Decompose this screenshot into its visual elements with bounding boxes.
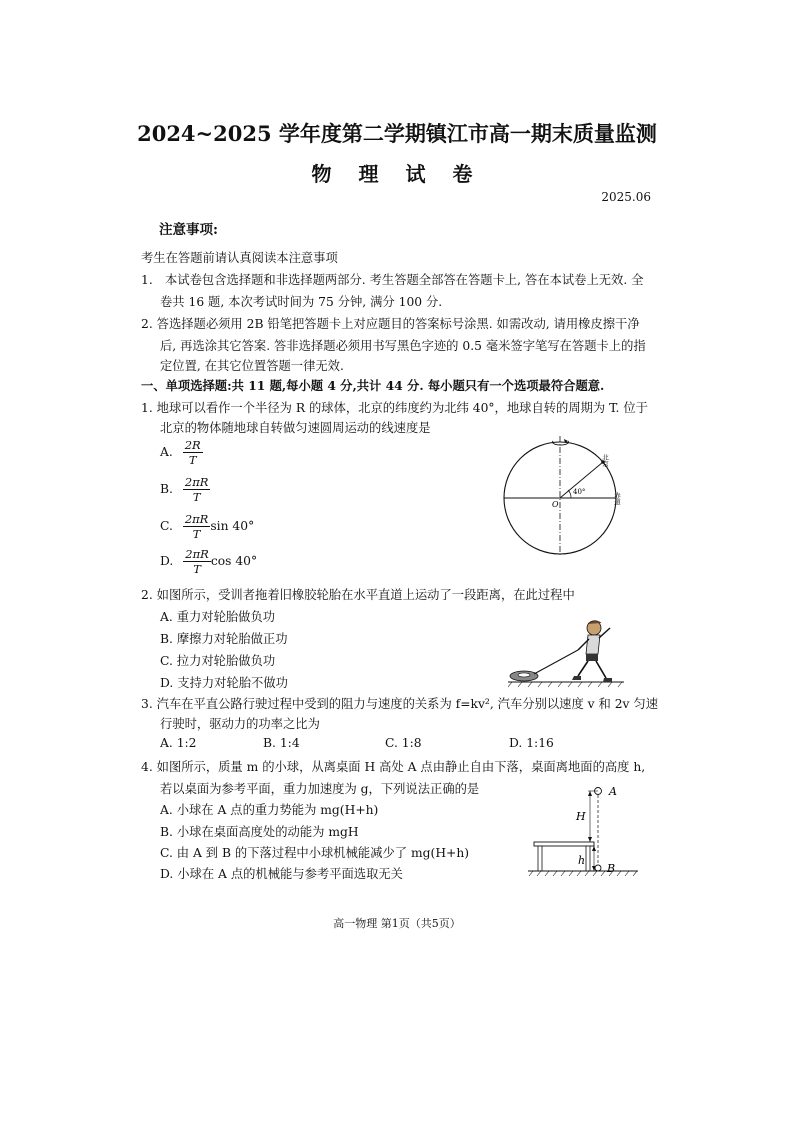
table-top <box>534 842 594 846</box>
notice-heading: 注意事项: <box>159 222 218 238</box>
q1-option-b: B. $\frac{2\pi R}{T}$ <box>160 475 209 504</box>
q2-line1: 2. 如图所示，受训者拖着旧橡胶轮胎在水平直道上运动了一段距离，在此过程中 <box>141 588 575 602</box>
q1-line2: 北京的物体随地球自转做匀速圆周运动的线速度是 <box>160 421 431 435</box>
q3-line1: 3. 汽车在平直公路行驶过程中受到的阻力与速度的关系为 f=kv², 汽车分别以速度 v 和 2v 匀速 <box>141 697 658 711</box>
falling-ball-diagram <box>528 782 638 882</box>
equator-label: 赤道 <box>613 492 621 505</box>
earth-diagram <box>495 432 635 560</box>
angle-label: 40° <box>573 488 586 496</box>
q2-option-c: C. 拉力对轮胎做负功 <box>160 654 276 668</box>
q4-line2: 若以桌面为参考平面，重力加速度为 g，下列说法正确的是 <box>160 782 480 796</box>
page-footer: 高一物理 第1页（共5页） <box>333 917 461 930</box>
q1-line1: 1. 地球可以看作一个半径为 R 的球体，北京的纬度约为北纬 40°，地球自转的周期为 T. 位于 <box>141 401 648 415</box>
q1-option-c: C. $\frac{2\pi R}{T}$ sin 40° <box>160 512 255 541</box>
notice-item1-line2: 卷共 16 题, 本次考试时间为 75 分钟, 满分 100 分. <box>160 295 443 309</box>
label-b: B <box>607 862 616 875</box>
page-title: 2024~2025 学年度第二学期镇江市高一期末质量监测 <box>137 121 657 146</box>
notice-item2-line3: 定位置, 在其它位置答题一律无效. <box>160 359 344 373</box>
label-h-upper: H <box>576 810 586 823</box>
label-h-lower: h <box>578 854 586 867</box>
notice-intro: 考生在答题前请认真阅读本注意事项 <box>141 251 338 265</box>
q4-option-a: A. 小球在 A 点的重力势能为 mg(H+h) <box>160 803 379 817</box>
q4-option-c: C. 由 A 到 B 的下落过程中小球机械能减少了 mg(H+h) <box>160 846 470 860</box>
q2-option-d: D. 支持力对轮胎不做功 <box>160 676 288 690</box>
page-subtitle: 物 理 试 卷 <box>311 162 483 186</box>
label-a: A <box>609 785 617 798</box>
q3-option-b: B. 1:4 <box>263 736 300 750</box>
q4-line1: 4. 如图所示，质量 m 的小球，从离桌面 H 高处 A 点由静止自由下落，桌面离地面的高度 h, <box>141 760 646 774</box>
q4-option-d: D. 小球在 A 点的机械能与参考平面选取无关 <box>160 867 403 881</box>
q3-option-d: D. 1:16 <box>509 736 554 750</box>
q1-option-d: D. $\frac{2\pi R}{T}$ cos 40° <box>160 547 258 576</box>
q1-option-a: A. $\frac{2R}{T}$ <box>160 438 201 467</box>
tire-drag-illustration <box>508 614 624 688</box>
notice-item2-line1: 2. 答选择题必须用 2B 铅笔把答题卡上对应题目的答案标号涂黑. 如需改动, 请用橡皮擦干净 <box>141 317 640 331</box>
q2-option-a: A. 重力对轮胎做负功 <box>160 610 276 624</box>
q3-option-a: A. 1:2 <box>160 736 197 750</box>
ball-b-icon <box>595 865 601 871</box>
q3-option-c: C. 1:8 <box>385 736 422 750</box>
trainee-body <box>586 635 600 654</box>
rope <box>534 650 578 674</box>
notice-item1-line1: 1. 本试卷包含选择题和非选择题两部分. 考生答题全部答在答题卡上, 答在本试卷上无效. 全 <box>141 273 644 287</box>
notice-item2-line2: 后, 再选涂其它答案. 答非选择题必须用书写黑色字迹的 0.5 毫米签字笔写在答题卡上的指 <box>160 339 646 353</box>
center-label: O <box>552 500 559 509</box>
beijing-label: 北京 <box>601 454 609 467</box>
exam-date: 2025.06 <box>601 190 651 204</box>
q4-option-b: B. 小球在桌面高度处的动能为 mgH <box>160 825 359 839</box>
q3-line2: 行驶时，驱动力的功率之比为 <box>160 717 320 731</box>
section1-heading: 一、单项选择题:共 11 题,每小题 4 分,共计 44 分. 每小题只有一个选项最符合题意. <box>141 378 605 393</box>
q2-option-b: B. 摩擦力对轮胎做正功 <box>160 632 288 646</box>
